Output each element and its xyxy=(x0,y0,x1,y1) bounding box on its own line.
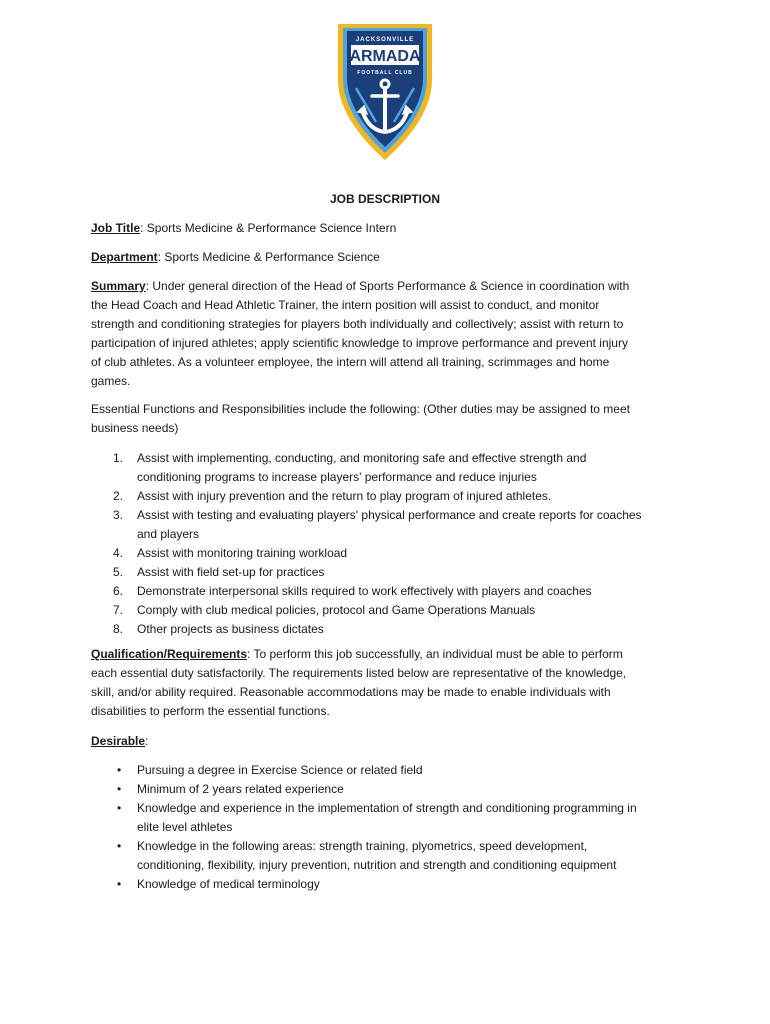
list-item: 5. Assist with field set-up for practices xyxy=(113,565,325,579)
functions-list xyxy=(91,449,683,639)
list-item: • Knowledge of medical terminology xyxy=(91,875,683,894)
qualifications-line: each essential duty satisfactorily. The requirements listed below are representative of the knowledge, xyxy=(91,666,627,680)
desirable-label: Desirable xyxy=(91,734,146,748)
list-item: 8. Other projects as business dictates xyxy=(113,622,324,636)
functions-intro xyxy=(91,400,683,438)
list-item: • Pursuing a degree in Exercise Science or related field xyxy=(91,761,683,780)
list-item: 2. Assist with injury prevention and the return to play program of injured athletes. xyxy=(113,489,552,503)
qualifications-paragraph xyxy=(91,645,683,721)
summary-line: Summary: Under general direction of the Head of Sports Performance & Science in coordination with xyxy=(91,279,630,293)
bullet-icon: • xyxy=(117,801,122,815)
list-item: • Knowledge and experience in the implementation of strength and conditioning programming in elite level athletes xyxy=(117,801,637,834)
desirable-heading: Desirable: xyxy=(91,734,149,748)
list-item: 1. Assist with implementing, conducting, and monitoring safe and effective strength and conditioning programs to increase players' performance and reduce injuries xyxy=(113,451,587,484)
functions-intro-line: Essential Functions and Responsibilities include the following: (Other duties may be assigned to meet xyxy=(91,402,630,416)
department-label: Department xyxy=(91,250,158,264)
list-item: • Knowledge in the following areas: strength training, plyometrics, speed development, conditioning, flexibility, injury prevention, nutrition and strength and conditioning equipment xyxy=(117,839,617,872)
summary-line: strength and conditioning strategies for players both individually and collectively; assist with return to xyxy=(91,317,624,331)
summary-line: of club athletes. As a volunteer employee, the intern will attend all training, scrimmages and home xyxy=(91,355,610,369)
crest-top-text: JACKSONVILLE xyxy=(355,37,415,43)
summary-line: the Head Coach and Head Athletic Trainer, the intern position will assist to conduct, and monitor xyxy=(91,298,600,312)
list-item: • Minimum of 2 years related experience xyxy=(91,780,683,799)
list-item: 7. Comply with club medical policies, protocol and Game Operations Manuals xyxy=(113,603,536,617)
summary-paragraph xyxy=(91,277,683,391)
bullet-icon: • xyxy=(117,763,122,777)
qualifications-line: disabilities to perform the essential functions. xyxy=(91,704,330,718)
summary-line: games. xyxy=(91,374,131,388)
functions-intro-line: business needs) xyxy=(91,421,179,435)
crest-name-text: ARMADA xyxy=(349,48,421,65)
qualifications-label: Qualification/Requirements xyxy=(91,647,248,661)
bullet-icon: • xyxy=(117,782,122,796)
bullet-icon: • xyxy=(117,839,122,853)
department-line xyxy=(91,248,683,267)
list-item: 3. Assist with testing and evaluating players' physical performance and create reports for coaches and players xyxy=(113,508,642,541)
list-item: 6. Demonstrate interpersonal skills required to work effectively with players and coaches xyxy=(113,584,592,598)
job-title-value: : Sports Medicine & Performance Science Intern xyxy=(140,221,397,235)
armada-crest-logo xyxy=(334,22,436,162)
document-title: JOB DESCRIPTION xyxy=(329,192,440,206)
desirable-list xyxy=(91,761,683,894)
job-title-label: Job Title xyxy=(91,221,141,235)
list-item: 4. Assist with monitoring training workload xyxy=(113,546,348,560)
qualifications-line: skill, and/or ability required. Reasonable accommodations may be made to enable individuals with xyxy=(91,685,611,699)
summary-label: Summary xyxy=(91,279,146,293)
crest-bottom-text: FOOTBALL CLUB xyxy=(357,70,413,76)
bullet-icon: • xyxy=(117,877,122,891)
summary-line: participation of injured athletes; apply scientific knowledge to improve performance and prevent injury xyxy=(91,336,628,350)
job-title-line xyxy=(91,219,683,238)
qualifications-line: Qualification/Requirements: To perform this job successfully, an individual must be able to perform xyxy=(91,647,623,661)
department-value: : Sports Medicine & Performance Science xyxy=(157,250,380,264)
